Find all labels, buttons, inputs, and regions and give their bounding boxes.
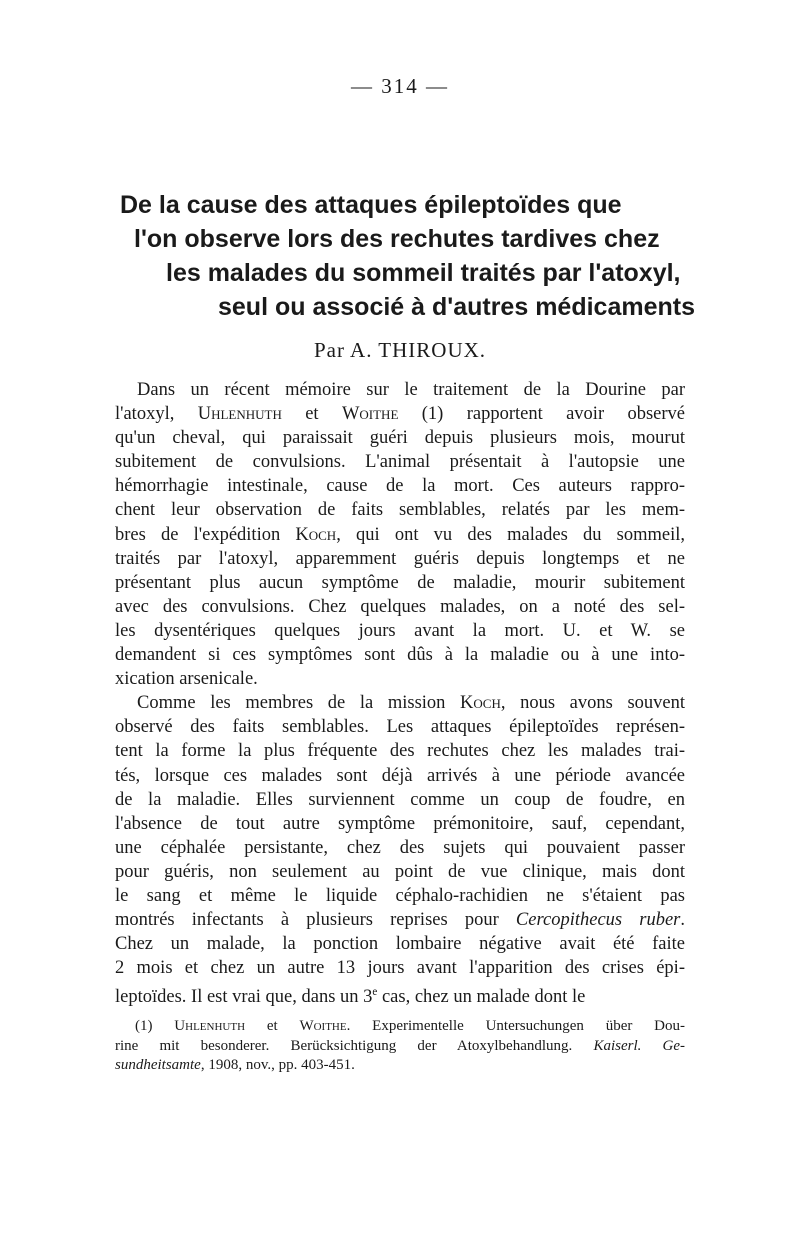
body-line: une céphalée persistante, chez des sujets qui pouvaient passer bbox=[115, 837, 685, 858]
superscript: e bbox=[372, 986, 378, 999]
footnote-line: sundheitsamte, 1908, nov., pp. 403-451. bbox=[115, 1057, 355, 1073]
italic-text: Cercopithecus ruber bbox=[515, 910, 681, 931]
body-line: Comme les membres de la mission Koch, nous avons souvent bbox=[137, 693, 685, 714]
italic-text: Kaiserl. Ge- bbox=[593, 1037, 685, 1054]
body-line: hémorrhagie intestinale, cause de la mort. Ces auteurs rappro- bbox=[115, 476, 685, 497]
body-line: de la maladie. Elles surviennent comme un coup de foudre, en bbox=[115, 789, 685, 810]
title-line: les malades du sommeil traités par l'atoxyl, bbox=[166, 259, 681, 287]
body-line: chent leur observation de faits semblables, relatés par les mem- bbox=[115, 500, 685, 521]
body-line: montrés infectants à plusieurs reprises pour Cercopithecus ruber. bbox=[115, 910, 685, 931]
author-name: Uhlenhuth bbox=[197, 404, 282, 425]
footnote bbox=[115, 1017, 685, 1076]
footnote-line: rine mit besonderer. Berücksichtigung der Atoxylbehandlung. Kaiserl. Ge- bbox=[115, 1037, 685, 1054]
body-line: l'atoxyl, Uhlenhuth et Woithe (1) rapportent avoir observé bbox=[115, 404, 686, 425]
body-line: demandent si ces symptômes sont dûs à la maladie ou à une into- bbox=[115, 645, 685, 666]
body-line: observé des faits semblables. Les attaques épileptoïdes représen- bbox=[115, 717, 685, 738]
author-name: Uhlenhuth bbox=[174, 1018, 246, 1034]
article-title bbox=[0, 188, 800, 324]
footnote-line: (1) Uhlenhuth et Woithe. Experimentelle Untersuchungen über Dou- bbox=[135, 1018, 685, 1034]
body-line: présentant plus aucun symptôme de maladie, mourir subitement bbox=[115, 572, 685, 593]
body-line: le sang et même le liquide céphalo-rachidien ne s'étaient pas bbox=[115, 885, 685, 906]
title-line: l'on observe lors des rechutes tardives chez bbox=[134, 225, 660, 253]
body-line: Chez un malade, la ponction lombaire négative avait été faite bbox=[115, 934, 685, 955]
author-name: Koch bbox=[295, 524, 337, 545]
author-name: Woithe bbox=[341, 404, 399, 425]
body-line: tés, lorsque ces malades sont déjà arrivés à une période avancée bbox=[115, 765, 685, 786]
author-name: Koch bbox=[460, 693, 501, 714]
italic-text: sundheitsamte bbox=[115, 1057, 201, 1073]
body-line: bres de l'expédition Koch, qui ont vu des malades du sommeil, bbox=[115, 524, 685, 545]
body-line: l'absence de tout autre symptôme prémonitoire, sauf, cependant, bbox=[115, 813, 685, 834]
body-line: subitement de convulsions. L'animal présentait à l'autopsie une bbox=[115, 452, 685, 473]
body-line: xication arsenicale. bbox=[115, 669, 258, 690]
body-text bbox=[115, 378, 685, 1010]
page-number: — 314 — bbox=[351, 74, 449, 98]
author-byline: Par A. THIROUX. bbox=[313, 338, 487, 362]
body-line: traités par l'atoxyl, apparemment guéris depuis longtemps et ne bbox=[115, 548, 685, 569]
body-line: Dans un récent mémoire sur le traitement de la Dourine par bbox=[137, 380, 685, 400]
author-name: Woithe bbox=[299, 1018, 347, 1034]
body-line: leptoïdes. Il est vrai que, dans un 3e cas, chez un malade dont le bbox=[115, 986, 586, 1008]
body-line: 2 mois et chez un autre 13 jours avant l'apparition des crises épi- bbox=[115, 958, 685, 979]
body-line: pour guéris, non seulement au point de vue clinique, mais dont bbox=[115, 861, 685, 882]
title-line: De la cause des attaques épileptoïdes que bbox=[120, 191, 622, 219]
body-line: tent la forme la plus fréquente des rechutes chez les malades trai- bbox=[115, 741, 685, 762]
body-line: avec des convulsions. Chez quelques malades, on a noté des sel- bbox=[115, 596, 685, 617]
title-line: seul ou associé à d'autres médicaments bbox=[218, 293, 695, 321]
body-line: qu'un cheval, qui paraissait guéri depuis plusieurs mois, mourut bbox=[115, 428, 685, 449]
body-line: les dysentériques quelques jours avant la mort. U. et W. se bbox=[115, 620, 685, 641]
